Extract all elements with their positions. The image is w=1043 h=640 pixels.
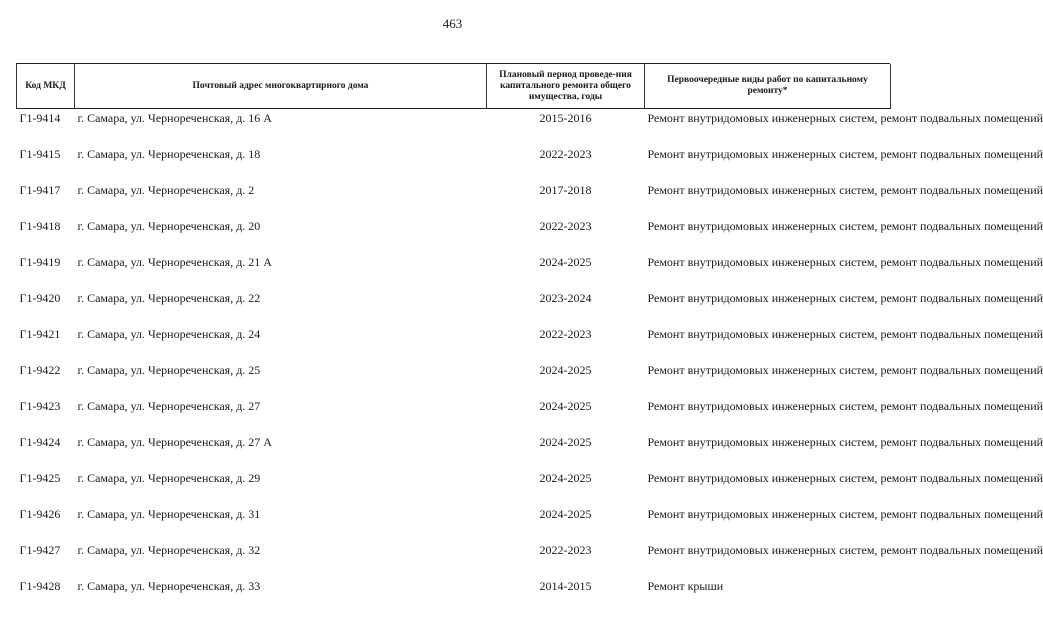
cell-code: Г1-9426 <box>19 507 61 521</box>
header-works: Первоочередные виды работ по капитальному ремонту* <box>645 64 891 109</box>
cell-works: Ремонт внутридомовых инженерных систем, ремонт подвальных помещений <box>647 543 1043 557</box>
cell-works: Ремонт внутридомовых инженерных систем, ремонт подвальных помещений <box>647 111 1043 125</box>
table-header <box>17 64 891 109</box>
table-row <box>17 181 891 217</box>
header-address: Почтовый адрес многоквартирного дома <box>75 64 487 109</box>
cell-works: Ремонт внутридомовых инженерных систем, ремонт подвальных помещений <box>647 399 1043 413</box>
cell-code: Г1-9427 <box>19 543 61 557</box>
cell-address: г. Самара, ул. Чернореченская, д. 18 <box>77 147 261 161</box>
cell-code: Г1-9425 <box>19 471 61 485</box>
header-row <box>17 64 891 109</box>
cell-period: 2022-2023 <box>539 147 592 161</box>
cell-period: 2024-2025 <box>539 255 592 269</box>
cell-code: Г1-9420 <box>19 291 61 305</box>
cell-period: 2022-2023 <box>539 543 592 557</box>
cell-works: Ремонт внутридомовых инженерных систем, ремонт подвальных помещений <box>647 291 1043 305</box>
cell-address: г. Самара, ул. Чернореченская, д. 21 А <box>77 255 272 269</box>
cell-code: Г1-9415 <box>19 147 61 161</box>
table-row <box>17 397 891 433</box>
cell-works: Ремонт внутридомовых инженерных систем, ремонт подвальных помещений <box>647 471 1043 485</box>
cell-period: 2022-2023 <box>539 219 592 233</box>
table-body <box>17 109 1043 614</box>
table-row <box>17 361 891 397</box>
cell-code: Г1-9423 <box>19 399 61 413</box>
table-row <box>17 505 891 541</box>
cell-address: г. Самара, ул. Чернореченская, д. 29 <box>77 471 261 485</box>
header-period: Плановый период проведе-ния капитального ремонта общего имущества, годы <box>487 64 645 109</box>
repair-schedule-table <box>16 64 1043 613</box>
cell-works: Ремонт внутридомовых инженерных систем, ремонт подвальных помещений <box>647 147 1043 161</box>
cell-address: г. Самара, ул. Чернореченская, д. 20 <box>77 219 261 233</box>
cell-period: 2024-2025 <box>539 399 592 413</box>
cell-works: Ремонт внутридомовых инженерных систем, ремонт подвальных помещений <box>647 183 1043 197</box>
cell-address: г. Самара, ул. Чернореченская, д. 16 А <box>77 111 272 125</box>
table-row <box>17 325 891 361</box>
cell-address: г. Самара, ул. Чернореченская, д. 24 <box>77 327 261 341</box>
cell-works: Ремонт внутридомовых инженерных систем, ремонт подвальных помещений <box>647 363 1043 377</box>
cell-period: 2023-2024 <box>539 291 592 305</box>
cell-period: 2024-2025 <box>539 363 592 377</box>
cell-period: 2022-2023 <box>539 327 592 341</box>
table-row <box>17 289 891 325</box>
cell-code: Г1-9418 <box>19 219 61 233</box>
cell-address: г. Самара, ул. Чернореченская, д. 32 <box>77 543 261 557</box>
cell-works: Ремонт внутридомовых инженерных систем, ремонт подвальных помещений <box>647 219 1043 233</box>
cell-works: Ремонт внутридомовых инженерных систем, ремонт подвальных помещений <box>647 255 1043 269</box>
table-row <box>17 109 891 146</box>
table-row <box>17 433 891 469</box>
table-row <box>17 217 891 253</box>
table-row <box>17 469 891 505</box>
cell-period: 2024-2025 <box>539 507 592 521</box>
page-number: 463 <box>442 16 463 31</box>
table-row <box>17 577 891 613</box>
cell-address: г. Самара, ул. Чернореченская, д. 2 <box>77 183 255 197</box>
cell-address: г. Самара, ул. Чернореченская, д. 27 А <box>77 435 272 449</box>
cell-address: г. Самара, ул. Чернореченская, д. 27 <box>77 399 261 413</box>
cell-address: г. Самара, ул. Чернореченская, д. 25 <box>77 363 261 377</box>
cell-period: 2014-2015 <box>539 579 592 593</box>
cell-code: Г1-9424 <box>19 435 61 449</box>
cell-code: Г1-9414 <box>19 111 61 125</box>
cell-code: Г1-9419 <box>19 255 61 269</box>
header-code: Код МКД <box>17 64 75 109</box>
cell-address: г. Самара, ул. Чернореченская, д. 33 <box>77 579 261 593</box>
cell-period: 2015-2016 <box>539 111 592 125</box>
table-row <box>17 253 891 289</box>
cell-code: Г1-9417 <box>19 183 61 197</box>
cell-address: г. Самара, ул. Чернореченская, д. 22 <box>77 291 261 305</box>
cell-works: Ремонт внутридомовых инженерных систем, ремонт подвальных помещений <box>647 327 1043 341</box>
cell-code: Г1-9422 <box>19 363 61 377</box>
cell-works: Ремонт крыши <box>647 579 724 593</box>
table-row <box>17 541 891 577</box>
cell-address: г. Самара, ул. Чернореченская, д. 31 <box>77 507 261 521</box>
cell-period: 2024-2025 <box>539 471 592 485</box>
cell-works: Ремонт внутридомовых инженерных систем, ремонт подвальных помещений <box>647 507 1043 521</box>
cell-period: 2024-2025 <box>539 435 592 449</box>
table-row <box>17 145 891 181</box>
cell-works: Ремонт внутридомовых инженерных систем, ремонт подвальных помещений <box>647 435 1043 449</box>
cell-period: 2017-2018 <box>539 183 592 197</box>
cell-code: Г1-9421 <box>19 327 61 341</box>
cell-code: Г1-9428 <box>19 579 61 593</box>
